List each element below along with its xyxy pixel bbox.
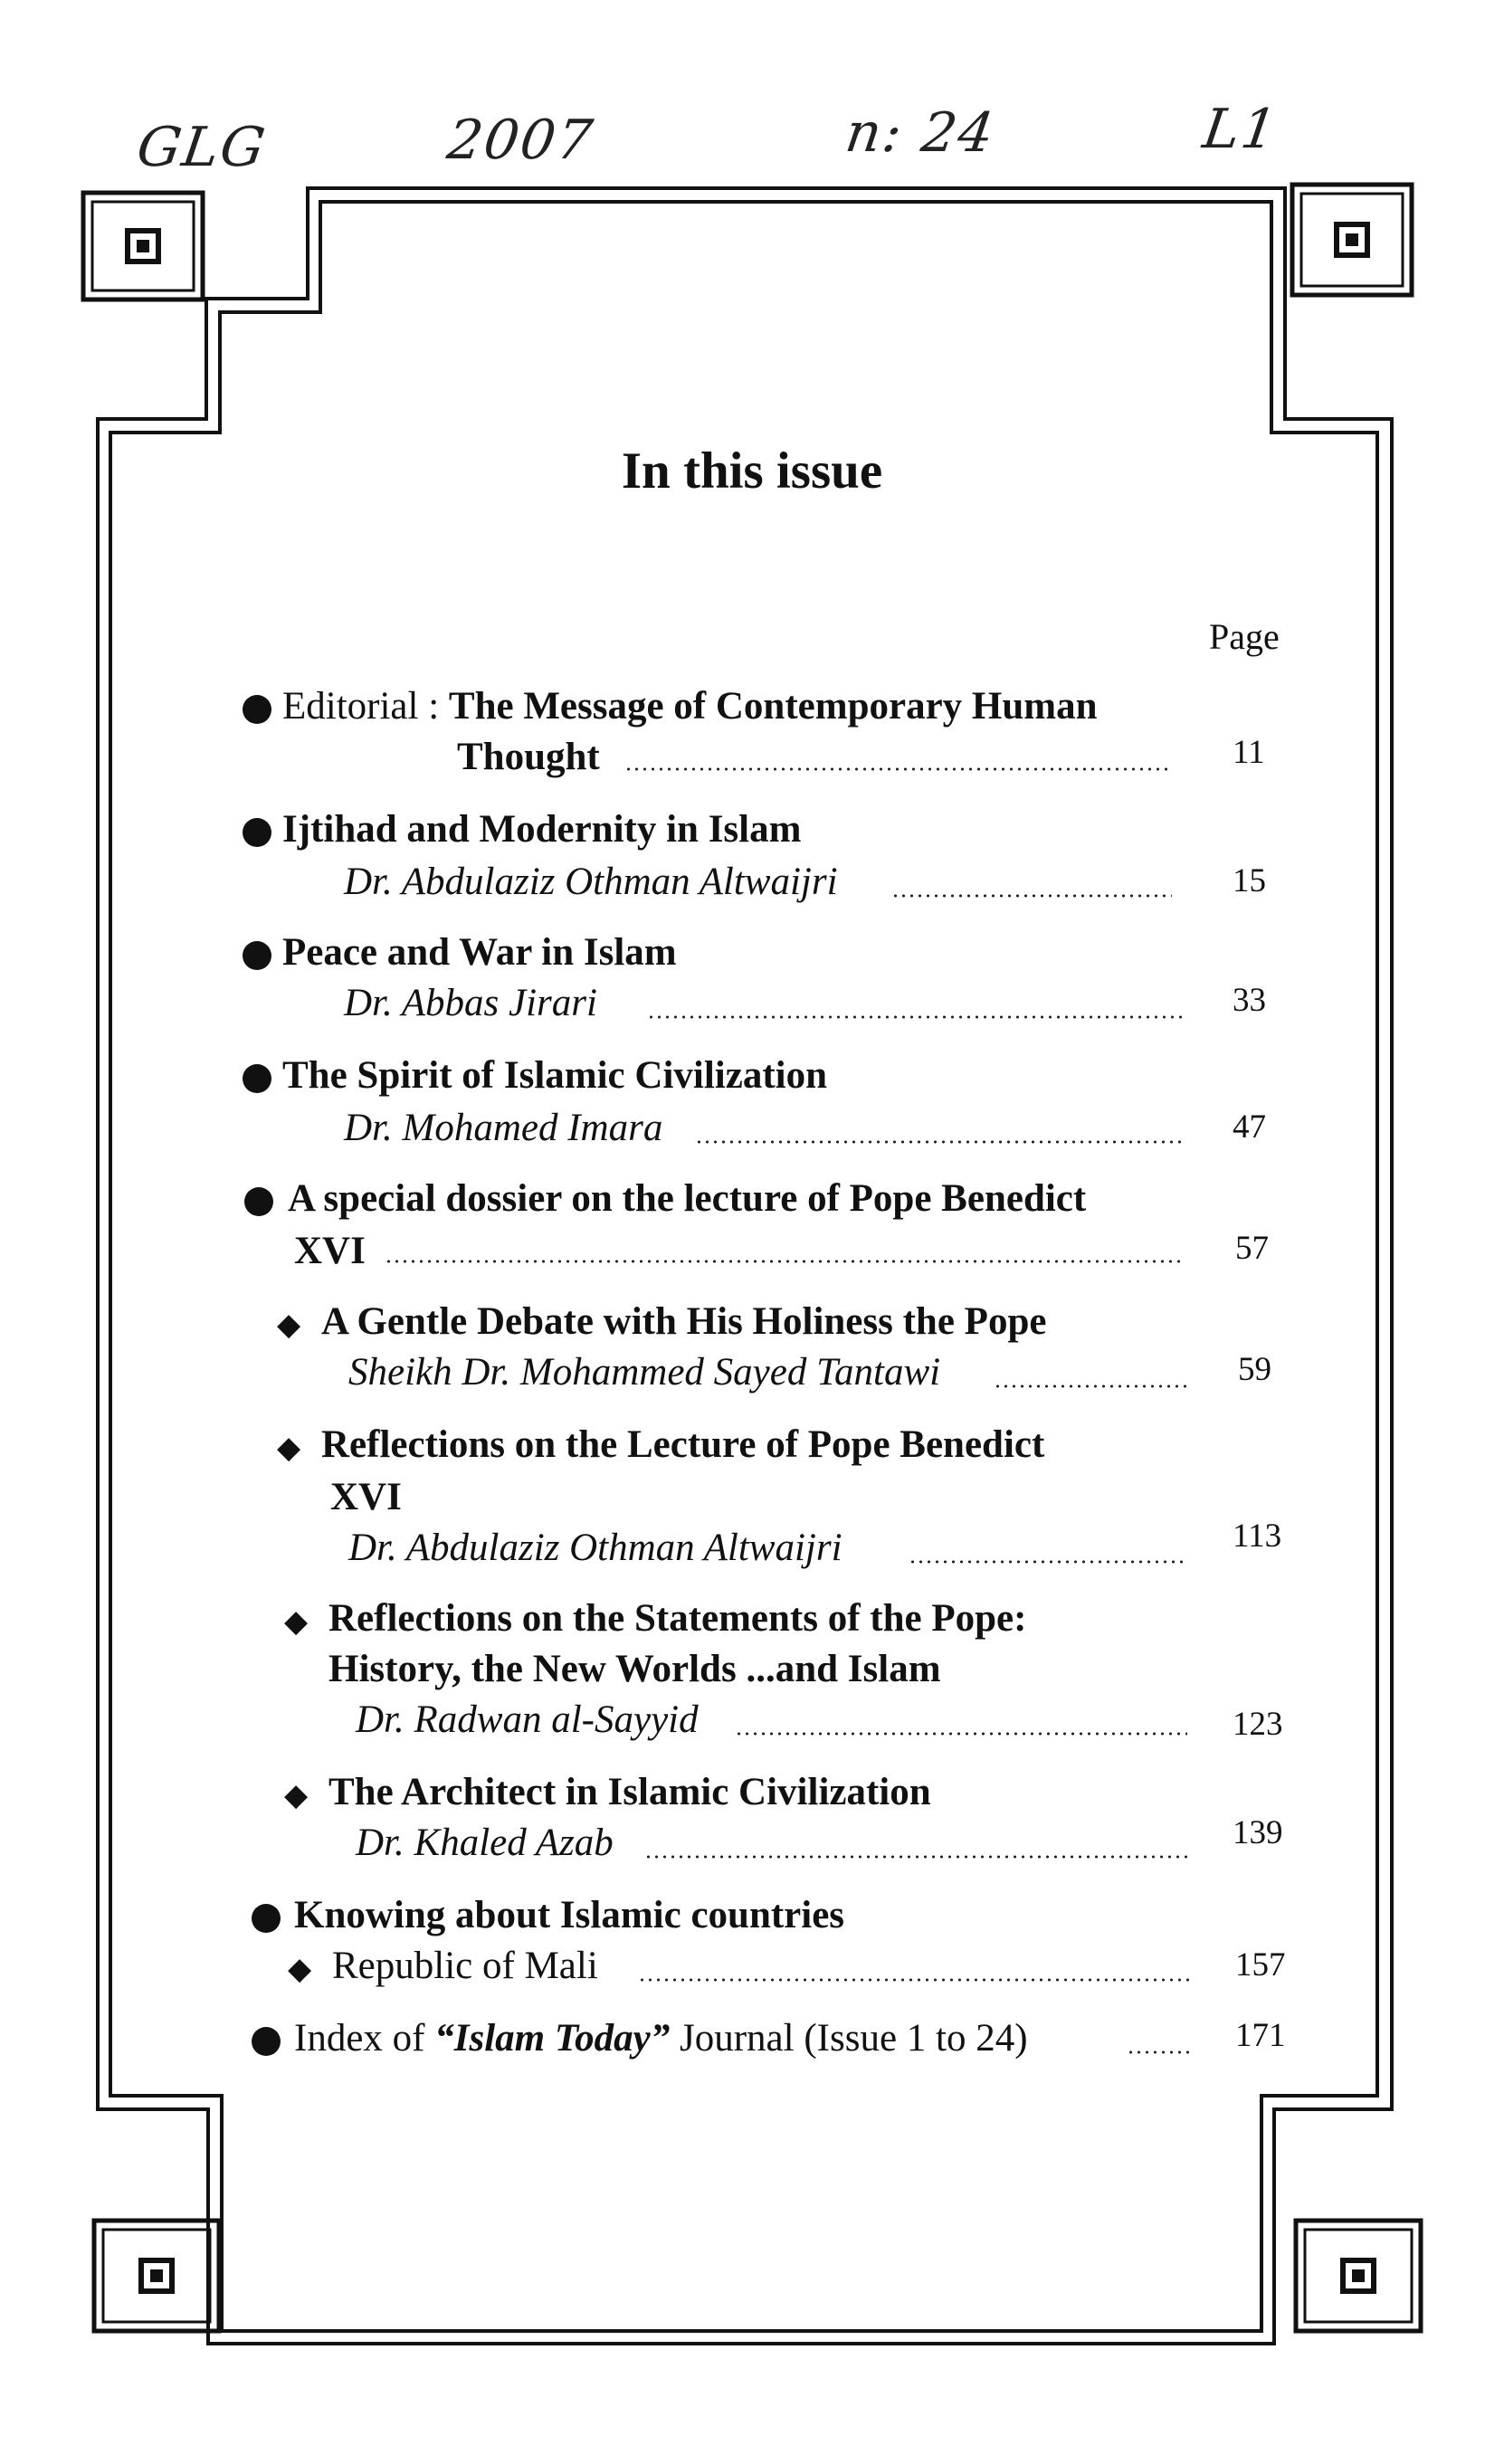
- diamond-bullet-icon: ◆: [284, 1605, 309, 1639]
- handwritten-note-a: GLG: [133, 116, 271, 179]
- toc-entry-dossier[interactable]: A special dossier on the lecture of Pope Benedict: [288, 1177, 1087, 1220]
- dossier-title-cont: XVI: [294, 1230, 366, 1272]
- editorial-title: The Message of Contemporary Human: [448, 685, 1098, 728]
- diamond-bullet-icon: ◆: [277, 1308, 301, 1342]
- author: Sheikh Dr. Mohammed Sayed Tantawi: [348, 1351, 941, 1394]
- index-post: Journal (Issue 1 to 24): [670, 2017, 1028, 2060]
- editorial-label: Editorial :: [282, 685, 449, 728]
- diamond-bullet-icon: ◆: [284, 1779, 309, 1812]
- leader-dots: [624, 767, 1172, 771]
- bullet-icon: [243, 818, 271, 847]
- toc-entry-statements[interactable]: Reflections on the Statements of the Pope:: [328, 1597, 1027, 1640]
- toc-entry-ijtihad[interactable]: Ijtihad and Modernity in Islam: [282, 808, 802, 851]
- page-title: In this issue: [621, 442, 883, 499]
- diamond-bullet-icon: ◆: [288, 1953, 312, 1986]
- author: Dr. Mohamed Imara: [344, 1107, 663, 1149]
- page-number: 47: [1233, 1108, 1266, 1146]
- index-pre: Index of: [294, 2017, 435, 2060]
- page-number: 113: [1233, 1517, 1282, 1555]
- page-number: 157: [1235, 1946, 1286, 1984]
- page-number: 59: [1238, 1351, 1271, 1388]
- statements-title-cont: History, the New Worlds ...and Islam: [328, 1648, 941, 1690]
- leader-dots: [735, 1732, 1187, 1736]
- handwritten-note-c: n: 24: [842, 101, 1000, 165]
- diamond-bullet-icon: ◆: [277, 1432, 301, 1465]
- leader-dots: [385, 1260, 1183, 1263]
- bullet-icon: [252, 1904, 281, 1933]
- author: Dr. Radwan al-Sayyid: [356, 1698, 699, 1741]
- bullet-icon: [243, 941, 271, 970]
- leader-dots: [994, 1384, 1187, 1388]
- bullet-icon: [244, 1187, 273, 1216]
- toc-entry-reflections[interactable]: Reflections on the Lecture of Pope Benedict: [321, 1423, 1045, 1466]
- page-number: 57: [1235, 1230, 1269, 1267]
- author: Dr. Abdulaziz Othman Altwaijri: [344, 861, 838, 903]
- page-number: 139: [1233, 1814, 1283, 1851]
- corner-ornaments: [83, 185, 1421, 2331]
- author: Dr. Khaled Azab: [356, 1822, 614, 1864]
- leader-dots: [638, 1978, 1192, 1982]
- author: Dr. Abbas Jirari: [344, 982, 597, 1024]
- toc-entry-spirit[interactable]: The Spirit of Islamic Civilization: [282, 1054, 827, 1097]
- bullet-icon: [252, 2027, 281, 2056]
- page-number: 11: [1233, 734, 1265, 771]
- bullet-icon: [243, 695, 271, 724]
- page-number: 33: [1233, 982, 1266, 1019]
- page-column-heading: Page: [1209, 616, 1280, 657]
- toc-entry-editorial[interactable]: [282, 684, 1098, 728]
- bullet-icon: [243, 1064, 271, 1093]
- leader-dots: [891, 894, 1172, 898]
- toc-entry-debate[interactable]: A Gentle Debate with His Holiness the Pope: [321, 1300, 1047, 1343]
- leader-dots: [1127, 2050, 1192, 2054]
- toc-entry-index[interactable]: [294, 2016, 1028, 2060]
- toc-entry-mali[interactable]: Republic of Mali: [332, 1945, 598, 1987]
- toc-entry-peace[interactable]: Peace and War in Islam: [282, 931, 677, 974]
- editorial-title-cont: Thought: [457, 736, 600, 778]
- reflections-title-cont: XVI: [330, 1476, 402, 1518]
- handwritten-note-b: 2007: [443, 109, 598, 172]
- leader-dots: [647, 1015, 1183, 1019]
- toc-entry-knowing[interactable]: Knowing about Islamic countries: [294, 1894, 845, 1936]
- author: Dr. Abdulaziz Othman Altwaijri: [348, 1527, 842, 1569]
- handwritten-note-d: L1: [1199, 98, 1282, 161]
- page-number: 171: [1235, 2017, 1286, 2054]
- index-journal-name: “Islam Today”: [434, 2017, 671, 2060]
- leader-dots: [695, 1140, 1183, 1144]
- leader-dots: [644, 1855, 1187, 1859]
- page-number: 123: [1233, 1706, 1283, 1743]
- leader-dots: [909, 1560, 1187, 1564]
- page-number: 15: [1233, 862, 1266, 899]
- toc-entry-architect[interactable]: The Architect in Islamic Civilization: [328, 1771, 931, 1813]
